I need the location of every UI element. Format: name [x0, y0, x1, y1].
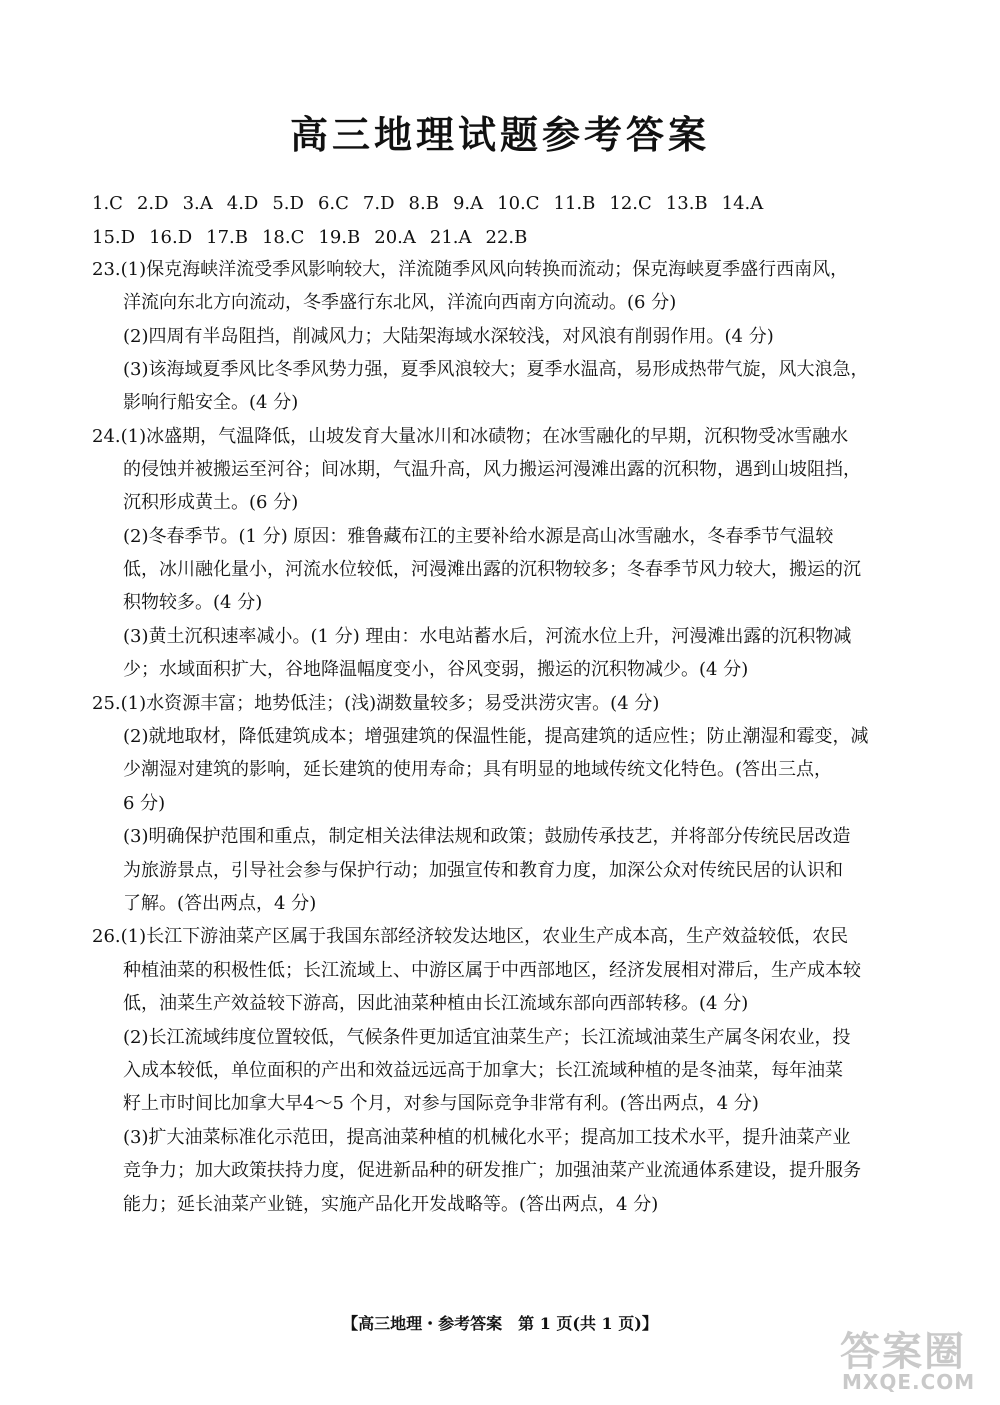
answer-line: 低，冰川融化量小，河流水位较低，河漫滩出露的沉积物较多；冬春季节风力较大，搬运的沉: [123, 559, 861, 580]
answer-line: (3)该海域夏季风比冬季风势力强，夏季风浪较大；夏季水温高，易形成热带气旋，风大浪急，: [123, 359, 869, 380]
watermark-text-cn: 答案圈: [840, 1329, 966, 1375]
page-title: 高三地理试题参考答案: [289, 112, 710, 157]
mc-answer: 13.B: [665, 193, 708, 214]
answer-line: 竞争力；加大政策扶持力度，促进新品种的研发推广；加强油菜产业流通体系建设，提升服务: [123, 1160, 861, 1181]
answer-line: 低，油菜生产效益较下游高，因此油菜种植由长江流域东部向西部转移。(4 分): [123, 993, 749, 1014]
mc-answer: 19.B: [318, 227, 361, 248]
watermark-logo: [836, 1320, 988, 1398]
answer-line: (3)黄土沉积速率减小。(1 分) 理由：水电站蓄水后，河流水位上升，河漫滩出露的沉积物减: [123, 626, 852, 647]
answer-line: 少；水域面积扩大，谷地降温幅度变小，谷风变弱，搬运的沉积物减少。(4 分): [123, 659, 749, 680]
mc-answer: 2.D: [136, 193, 169, 214]
answer-line: 入成本较低，单位面积的产出和效益远远高于加拿大；长江流域种植的是冬油菜，每年油菜: [123, 1060, 843, 1081]
answer-line: (2)就地取材，降低建筑成本；增强建筑的保温性能，提高建筑的适应性；防止潮湿和霉变，减: [123, 726, 869, 747]
answer-line: 25.(1)水资源丰富；地势低洼；(浅)湖数量较多；易受洪涝灾害。(4 分): [92, 693, 660, 714]
mc-answer: 9.A: [452, 193, 484, 214]
answer-line: (3)扩大油菜标准化示范田，提高油菜种植的机械化水平；提高加工技术水平，提升油菜产业: [123, 1127, 851, 1148]
answer-line: 为旅游景点，引导社会参与保护行动；加强宣传和教育力度，加深公众对传统民居的认识和: [123, 860, 843, 881]
answer-line: (2)长江流域纬度位置较低，气候条件更加适宜油菜生产；长江流域油菜生产属冬闲农业，投: [123, 1027, 851, 1048]
answer-line: (2)四周有半岛阻挡，削减风力；大陆架海域水深较浅，对风浪有削弱作用。(4 分): [123, 326, 774, 347]
mc-answer: 10.C: [497, 193, 540, 214]
answer-line: 23.(1)保克海峡洋流受季风影响较大，洋流随季风风向转换而流动；保克海峡夏季盛行西南风，: [92, 259, 849, 280]
mc-answer: 3.A: [182, 193, 213, 214]
mc-answer: 5.D: [272, 193, 304, 214]
answer-line: 影响行船安全。(4 分): [123, 392, 299, 413]
answer-line: 积物较多。(4 分): [123, 592, 263, 613]
answer-line: 沉积形成黄土。(6 分): [123, 492, 299, 513]
answer-line: 少潮湿对建筑的影响，延长建筑的使用寿命；具有明显的地域传统文化特色。(答出三点，: [123, 759, 833, 780]
answer-line: 了解。(答出两点，4 分): [123, 893, 317, 914]
mc-answer: 21.A: [429, 227, 472, 248]
mc-answer: 11.B: [553, 193, 596, 214]
answer-line: 种植油菜的积极性低；长江流域上、中游区属于中西部地区，经济发展相对滞后，生产成本较: [123, 960, 861, 981]
answer-line: 6 分): [123, 793, 166, 814]
mc-answer: 20.A: [374, 227, 416, 248]
mc-answer: 12.C: [609, 193, 652, 214]
mc-answer: 4.D: [226, 193, 259, 214]
answer-line: 洋流向东北方向流动，冬季盛行东北风，洋流向西南方向流动。(6 分): [123, 292, 677, 313]
mc-answers-row-2: [92, 227, 541, 248]
answer-line: 24.(1)冰盛期，气温降低，山坡发育大量冰川和冰碛物；在冰雪融化的早期，沉积物受冰雪融水: [92, 426, 849, 447]
answer-line: 26.(1)长江下游油菜产区属于我国东部经济较发达地区，农业生产成本高，生产效益较低，农民: [92, 926, 849, 947]
mc-answer: 22.B: [485, 227, 528, 248]
watermark-text-en: MXQE.COM: [842, 1370, 976, 1394]
mc-answer: 1.C: [92, 193, 123, 214]
answer-line: 的侵蚀并被搬运至河谷；间冰期，气温升高，风力搬运河漫滩出露的沉积物，遇到山坡阻挡，: [123, 459, 861, 480]
answer-line: (2)冬春季节。(1 分) 原因：雅鲁藏布江的主要补给水源是高山冰雪融水，冬春季节气温较: [123, 526, 834, 547]
mc-answer: 14.A: [721, 193, 764, 214]
mc-answer: 18.C: [261, 227, 305, 248]
mc-answer: 6.C: [317, 193, 349, 214]
page-footer: 【高三地理・参考答案 第 1 页(共 1 页)】: [342, 1314, 658, 1333]
mc-answer: 17.B: [206, 227, 248, 248]
mc-answers-row-1: [92, 193, 777, 214]
answer-line: 籽上市时间比加拿大早4～5 个月，对参与国际竞争非常有利。(答出两点，4 分): [123, 1093, 759, 1114]
mc-answer: 16.D: [149, 227, 193, 248]
answer-line: 能力；延长油菜产业链，实施产品化开发战略等。(答出两点，4 分): [123, 1194, 659, 1215]
mc-answer: 7.D: [362, 193, 395, 214]
mc-answer: 8.B: [408, 193, 439, 214]
answer-line: (3)明确保护范围和重点，制定相关法律法规和政策；鼓励传承技艺，并将部分传统民居改造: [123, 826, 851, 847]
mc-answer: 15.D: [92, 227, 136, 248]
